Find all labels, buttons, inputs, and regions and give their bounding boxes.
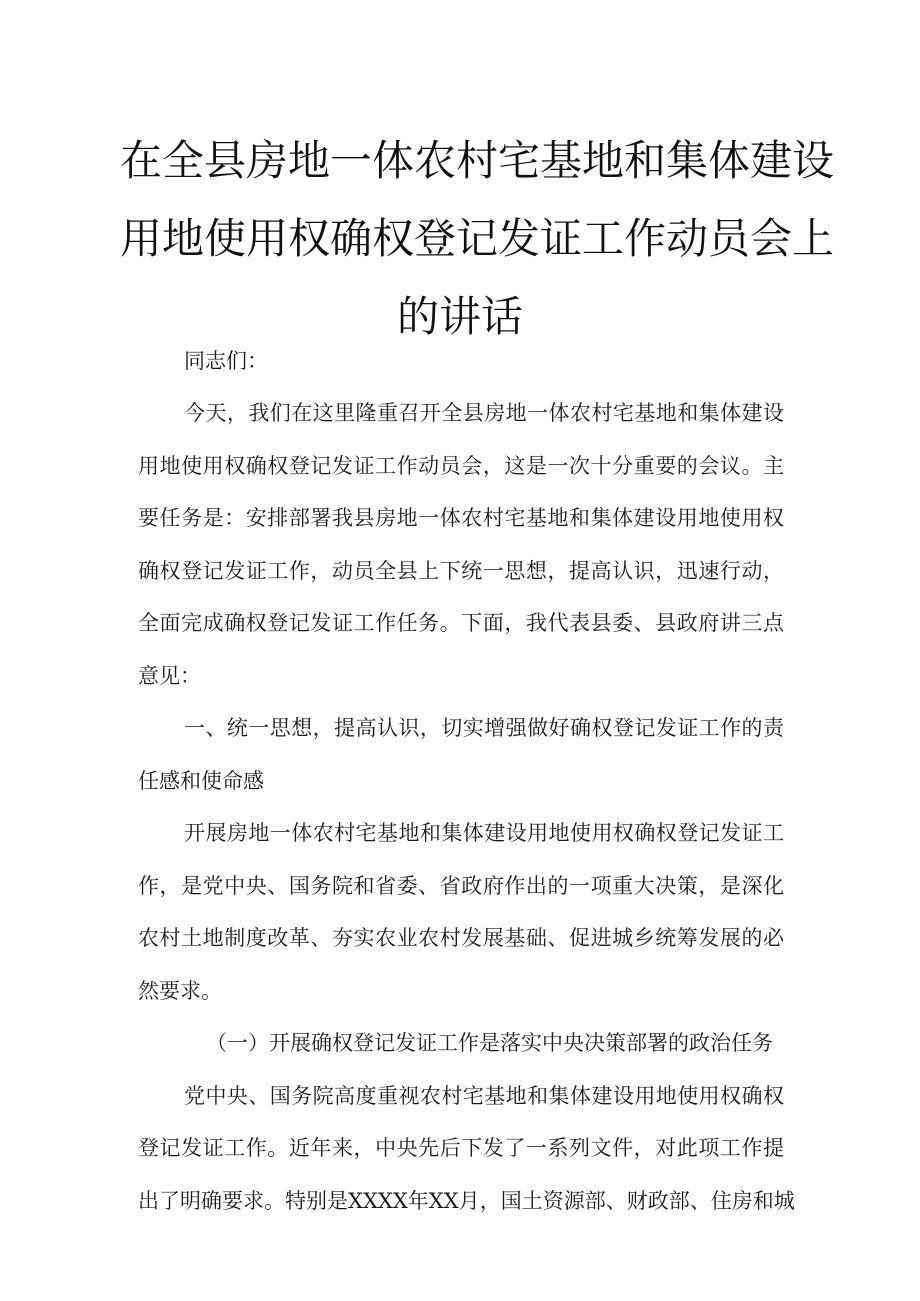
paragraph-line: 用地使用权确权登记发证工作动员会，这是一次十分重要的会议。主 <box>138 454 784 478</box>
paragraph-line: 开展房地一体农村宅基地和集体建设用地使用权确权登记发证工 <box>184 821 784 845</box>
paragraph-line: 全面完成确权登记发证工作任务。下面，我代表县委、县政府讲三点 <box>138 611 784 635</box>
paragraph-line: 然要求。 <box>138 979 222 1003</box>
title-line-3: 的讲话 <box>396 292 523 341</box>
paragraph-line: 党中央、国务院高度重视农村宅基地和集体建设用地使用权确权 <box>184 1084 784 1108</box>
paragraph-line: 农村土地制度改革、夯实农业农村发展基础、促进城乡统筹发展的必 <box>138 926 784 950</box>
subsection-heading: （一）开展确权登记发证工作是落实中央决策部署的政治任务 <box>206 1031 773 1055</box>
paragraph-line: 作，是党中央、国务院和省委、省政府作出的一项重大决策，是深化 <box>138 874 784 898</box>
salutation: 同志们： <box>184 349 268 373</box>
paragraph-line: 今天，我们在这里隆重召开全县房地一体农村宅基地和集体建设 <box>184 401 784 425</box>
title-line-1: 在全县房地一体农村宅基地和集体建设 <box>120 136 835 185</box>
paragraph-line: 确权登记发证工作，动员全县上下统一思想，提高认识，迅速行动， <box>138 559 784 583</box>
paragraph-line: 登记发证工作。近年来，中央先后下发了一系列文件，对此项工作提 <box>138 1136 784 1160</box>
section-heading-line: 任感和使命感 <box>138 769 264 793</box>
paragraph-line: 意见： <box>138 664 201 688</box>
title-line-2: 用地使用权确权登记发证工作动员会上 <box>120 214 835 263</box>
section-heading-line: 一、统一思想，提高认识，切实增强做好确权登记发证工作的责 <box>184 716 784 740</box>
paragraph-line: 要任务是：安排部署我县房地一体农村宅基地和集体建设用地使用权 <box>138 506 784 530</box>
paragraph-line: 出了明确要求。特别是XXXX年XX月，国土资源部、财政部、住房和城 <box>138 1189 795 1213</box>
document-title <box>120 122 835 356</box>
